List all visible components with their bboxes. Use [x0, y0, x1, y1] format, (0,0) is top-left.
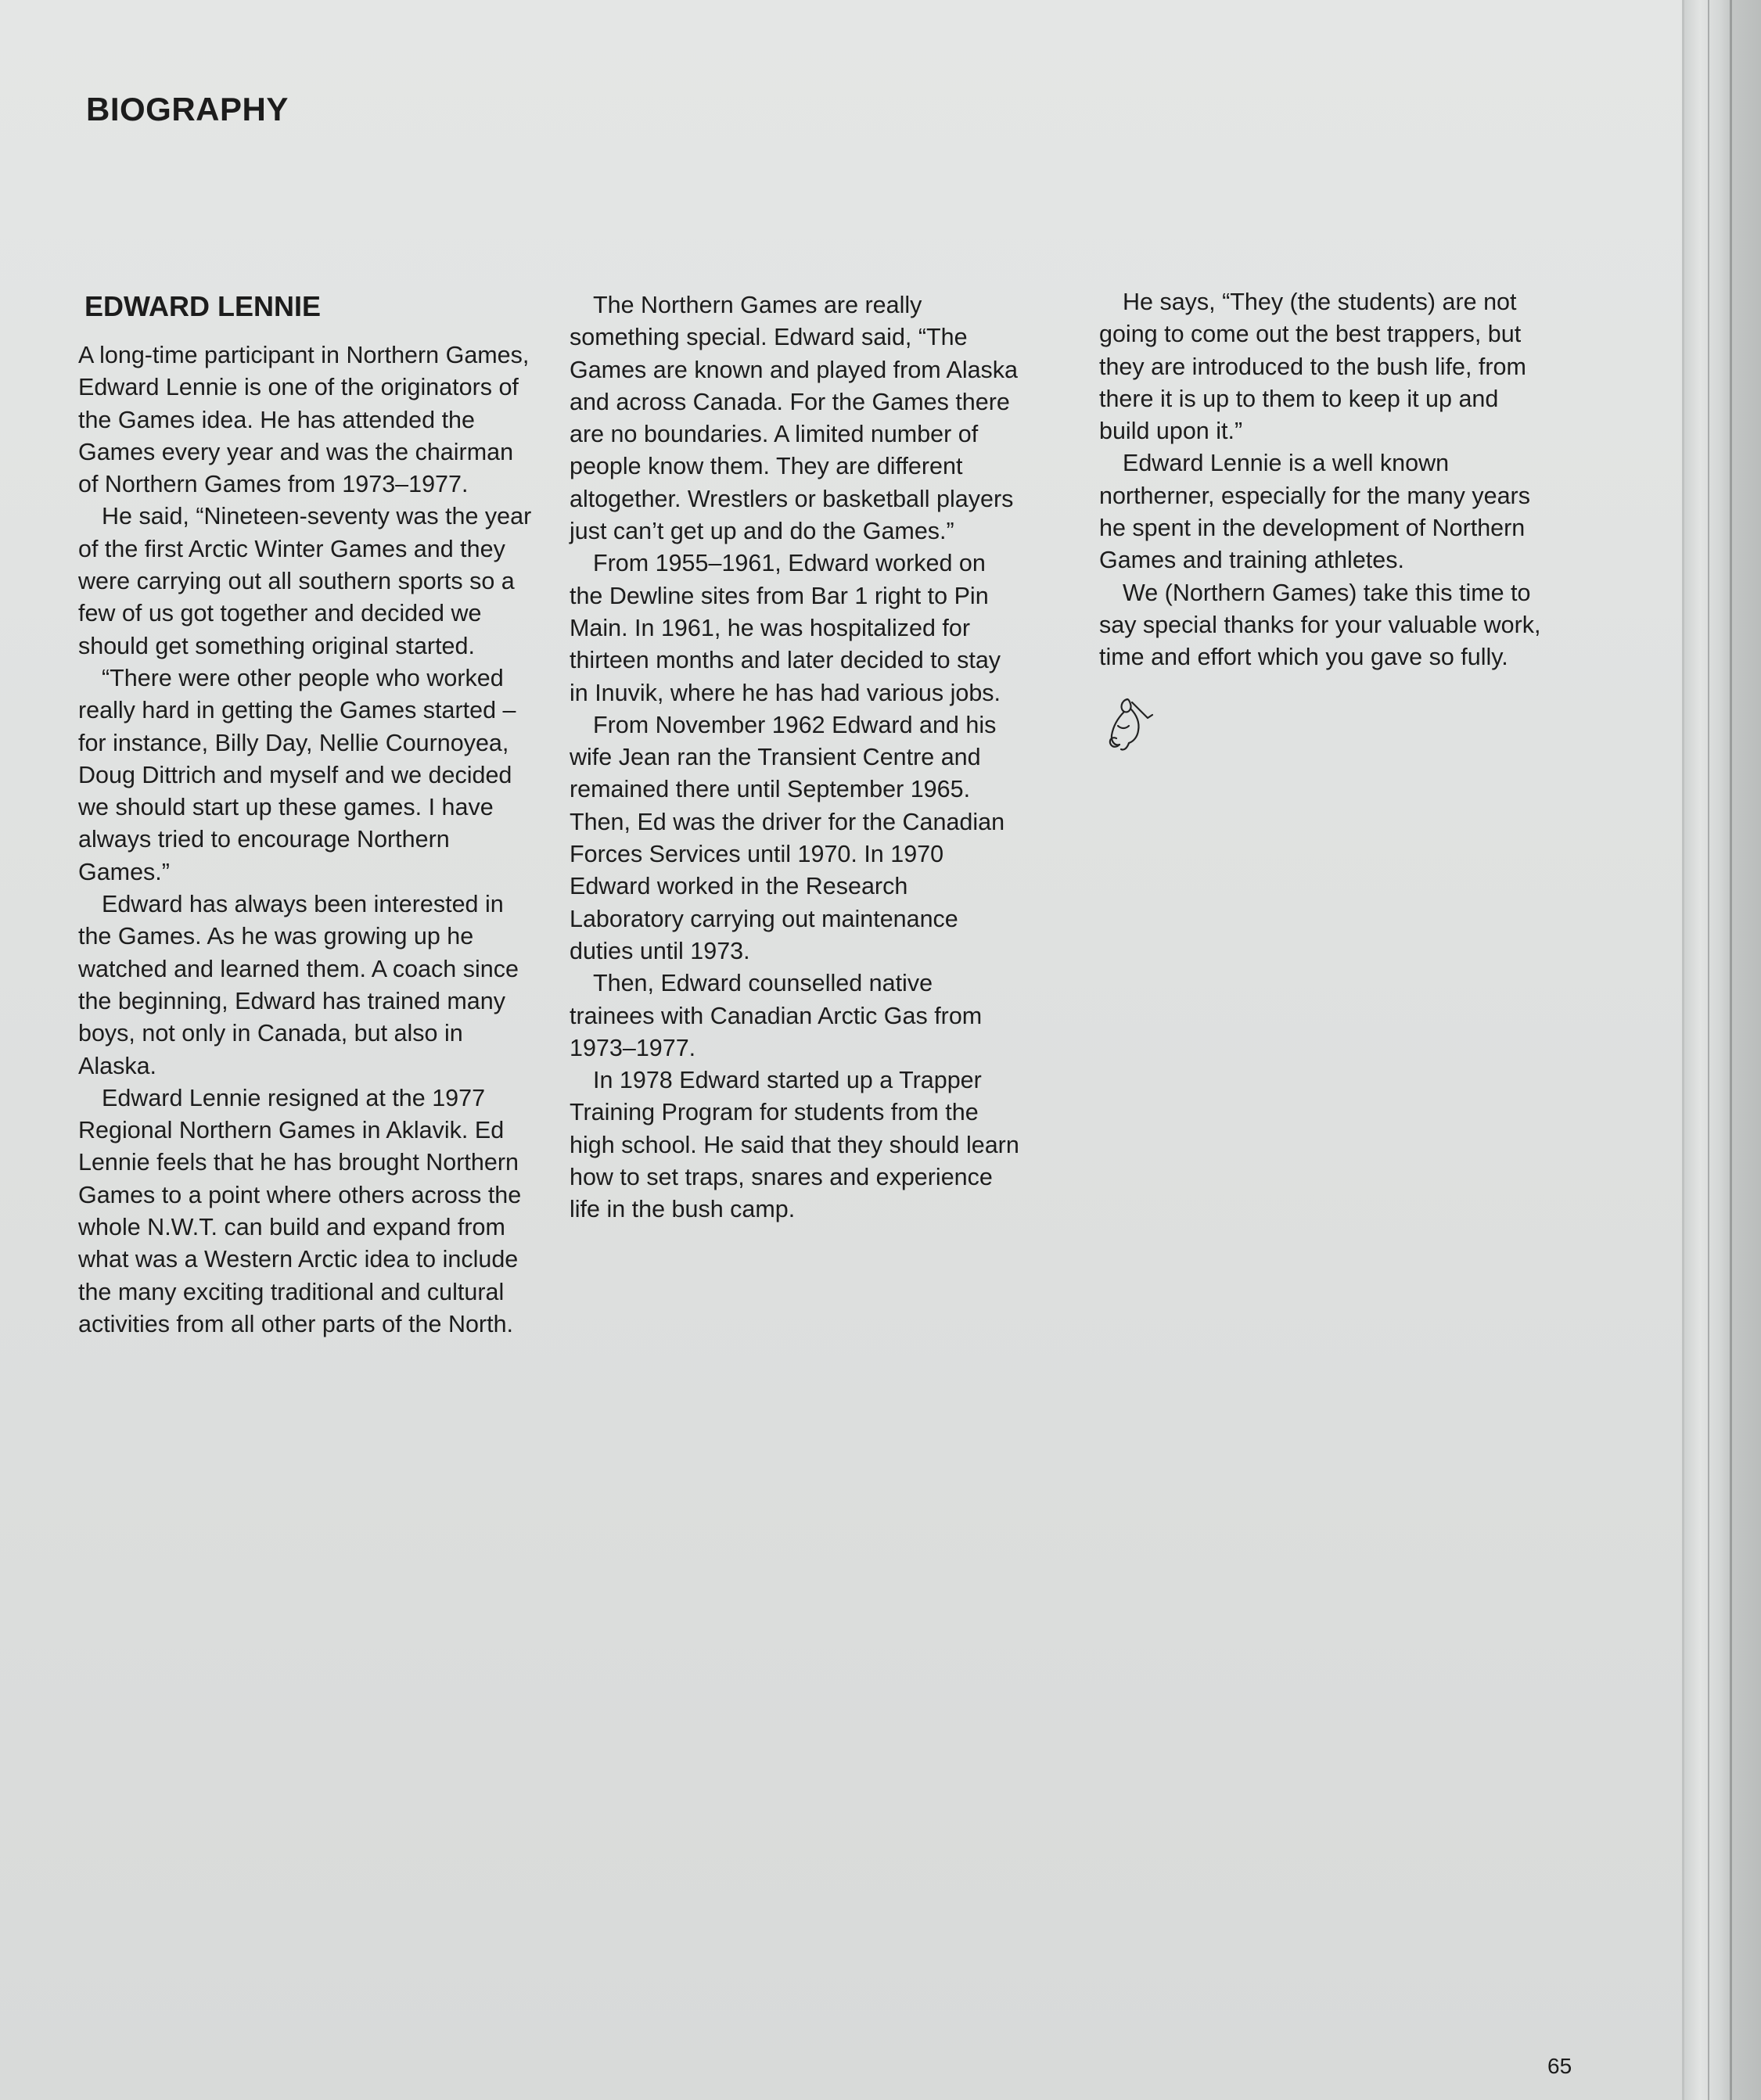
drawn-figure-icon: [1104, 691, 1159, 754]
column-2: [570, 289, 1023, 1226]
paragraph: “There were other people who worked really hard in getting the Games started – for instance, Billy Day, Nellie Cournoyea, Doug Dittrich and myself and we decided we should start up these games. I have always tried to encourage Northern Games.”: [78, 664, 516, 885]
paragraph: Edward Lennie is a well known northerner, especially for the many years he spent in the development of Northern Games and training athletes.: [1099, 450, 1530, 574]
paragraph: From November 1962 Edward and his wife Jean ran the Transient Centre and remained there until September 1965. Then, Ed was the driver for the Canadian Forces Services until 1970. In 1970 Edward worked in the Research Laboratory carrying out maintenance duties until 1973.: [570, 711, 1005, 964]
section-title: BIOGRAPHY: [86, 91, 289, 127]
column-3: [1099, 286, 1553, 754]
paragraph: From 1955–1961, Edward worked on the Dewline sites from Bar 1 right to Pin Main. In 1961, he was hospitalized for thirteen months and later decided to stay in Inuvik, where he has had various jobs.: [570, 550, 1001, 706]
page-number: 65: [1547, 2054, 1572, 2078]
column-1: [78, 283, 532, 1341]
paragraph: He says, “They (the students) are not going to come out the best trappers, but they are introduced to the bush life, from there it is up to them to keep it up and build upon it.”: [1099, 289, 1526, 445]
person-name: EDWARD LENNIE: [84, 290, 322, 322]
edge-line: [1708, 0, 1709, 2100]
paragraph: Then, Edward counselled native trainees with Canadian Arctic Gas from 1973–1977.: [570, 970, 983, 1061]
paragraph: In 1978 Edward started up a Trapper Training Program for students from the high school. He said that they should learn how to set traps, snares and experience life in the bush camp.: [570, 1067, 1019, 1223]
paragraph: He said, “Nineteen-seventy was the year of the first Arctic Winter Games and they were carrying out all southern sports so a few of us got together and decided we should get something original started.: [78, 503, 532, 659]
paragraph: The Northern Games are really something special. Edward said, “The Games are known and played from Alaska and across Canada. For the Games there are no boundaries. A limited number of people know them. They are different altogether. Wrestlers or basketball players just can’t get up and do the Games.”: [570, 292, 1019, 545]
paragraph: Edward has always been interested in the Games. As he was growing up he watched and learned them. A coach since the beginning, Edward has trained many boys, not only in Canada, but also in Alaska.: [78, 891, 519, 1079]
page-binding-edge: [1682, 0, 1761, 2100]
paragraph: Edward Lennie resigned at the 1977 Regional Northern Games in Aklavik. Ed Lennie feels that he has brought Northern Games to a point where others across the whole N.W.T. can build and expand from what was a Western Arctic idea to include the many exciting traditional and cultural activities from all other parts of the North.: [78, 1084, 522, 1337]
paragraph: A long-time participant in Northern Games, Edward Lennie is one of the originators of the Games idea. He has attended the Games every year and was the chairman of Northern Games from 1973–1977.: [78, 342, 530, 498]
paragraph: We (Northern Games) take this time to say special thanks for your valuable work, time and effort which you gave so fully.: [1099, 579, 1541, 671]
edge-line: [1730, 0, 1732, 2100]
